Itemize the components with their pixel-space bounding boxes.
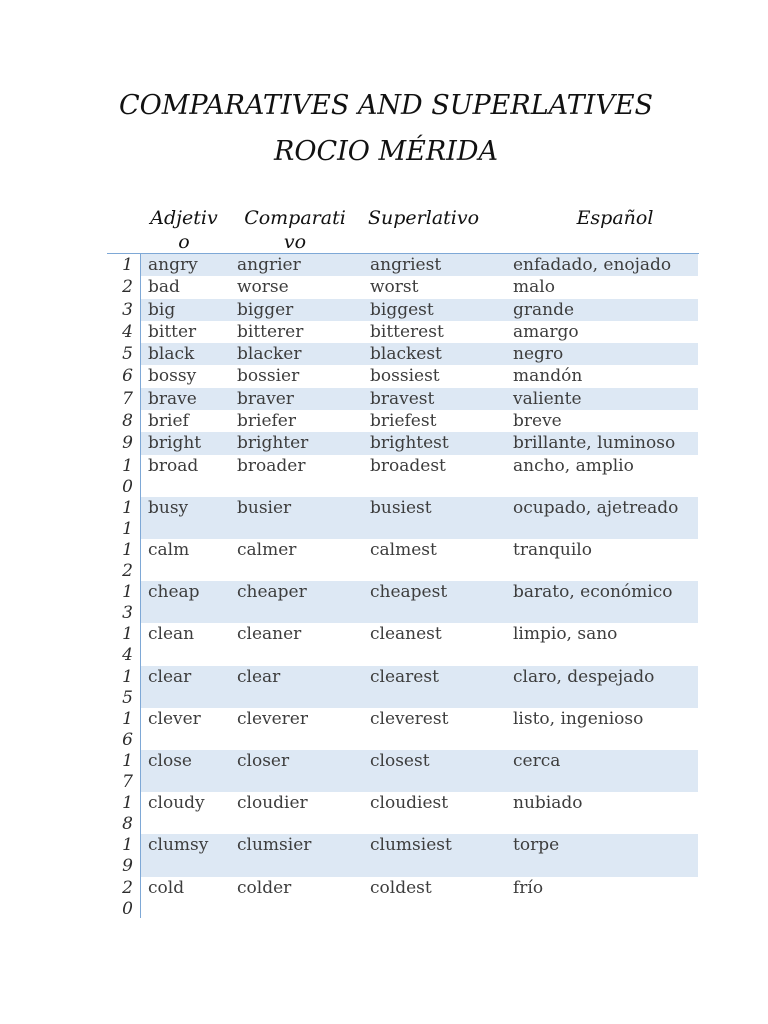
cell-espanol: claro, despejado <box>513 666 655 687</box>
cell-comparativo: briefer <box>237 411 296 432</box>
header-comparativo-line1: Comparati <box>244 207 346 229</box>
row-number: 16 <box>122 708 133 750</box>
table-row <box>0 792 768 834</box>
cell-adjetivo: cloudy <box>148 793 205 814</box>
row-number: 19 <box>122 835 133 877</box>
cell-comparativo: cloudier <box>237 793 308 814</box>
cell-espanol: enfadado, enojado <box>513 255 672 275</box>
row-number: 14 <box>122 624 133 666</box>
cell-superlativo: coldest <box>370 877 432 898</box>
table-row <box>0 666 768 708</box>
cell-adjetivo: close <box>148 750 192 771</box>
table-row <box>0 276 768 298</box>
cell-comparativo: worse <box>237 277 289 298</box>
cell-espanol: brillante, luminoso <box>513 433 676 454</box>
cell-superlativo: broadest <box>370 455 446 476</box>
cell-adjetivo: brave <box>148 388 197 409</box>
cell-comparativo: calmer <box>237 540 297 561</box>
row-number: 15 <box>122 666 133 708</box>
cell-espanol: valiente <box>513 388 582 409</box>
row-number: 6 <box>122 366 133 387</box>
cell-superlativo: clumsiest <box>370 835 452 856</box>
cell-superlativo: biggest <box>370 299 434 320</box>
row-number: 2 <box>122 277 133 298</box>
table-row <box>0 708 768 750</box>
row-number: 4 <box>122 321 133 342</box>
cell-superlativo: worst <box>370 277 419 298</box>
cell-comparativo: brighter <box>237 433 309 454</box>
row-number: 11 <box>122 497 133 539</box>
header-adjetivo-line2: o <box>178 231 190 253</box>
table-row <box>0 834 768 876</box>
row-number: 17 <box>122 750 133 792</box>
table-row <box>0 539 768 581</box>
cell-adjetivo: cold <box>148 877 185 898</box>
cell-espanol: barato, económico <box>513 582 673 603</box>
table-row <box>0 321 768 343</box>
cell-adjetivo: bright <box>148 433 202 454</box>
cell-comparativo: clear <box>237 666 281 687</box>
table-row <box>0 388 768 410</box>
row-number: 12 <box>122 540 133 582</box>
table-row <box>0 581 768 623</box>
document-author: ROCIO MÉRIDA <box>273 136 498 167</box>
header-espanol <box>510 206 720 230</box>
cell-comparativo: clumsier <box>237 835 312 856</box>
cell-superlativo: brightest <box>370 433 449 454</box>
row-number: 9 <box>122 433 133 454</box>
table-row <box>0 455 768 497</box>
cell-adjetivo: angry <box>148 255 198 275</box>
cell-adjetivo: cheap <box>148 582 200 603</box>
cell-superlativo: cleverest <box>370 708 449 729</box>
cell-adjetivo: brief <box>148 411 189 432</box>
cell-adjetivo: clear <box>148 666 192 687</box>
cell-espanol: ocupado, ajetreado <box>513 497 679 518</box>
row-number: 1 <box>122 255 133 275</box>
cell-superlativo: closest <box>370 750 430 771</box>
cell-superlativo: cloudiest <box>370 793 449 814</box>
cell-comparativo: braver <box>237 388 294 409</box>
cell-superlativo: cheapest <box>370 582 448 603</box>
cell-comparativo: broader <box>237 455 306 476</box>
cell-comparativo: colder <box>237 877 292 898</box>
cell-espanol: frío <box>513 877 544 898</box>
cell-espanol: listo, ingenioso <box>513 708 644 729</box>
cell-adjetivo: clumsy <box>148 835 209 856</box>
cell-adjetivo: black <box>148 344 195 365</box>
table-row <box>0 623 768 665</box>
cell-espanol: negro <box>513 344 564 365</box>
header-espanol-line1: Español <box>576 207 654 229</box>
cell-adjetivo: busy <box>148 497 189 518</box>
cell-superlativo: bossiest <box>370 366 440 387</box>
row-number: 3 <box>122 299 133 320</box>
table-row <box>0 343 768 365</box>
vocabulary-table <box>0 254 768 919</box>
cell-comparativo: bitterer <box>237 321 304 342</box>
header-comparativo <box>236 206 354 254</box>
cell-espanol: grande <box>513 299 575 320</box>
cell-superlativo: briefest <box>370 411 437 432</box>
table-row <box>0 299 768 321</box>
header-comparativo-line2: vo <box>283 231 307 253</box>
cell-espanol: amargo <box>513 321 579 342</box>
cell-comparativo: closer <box>237 750 290 771</box>
table-row <box>0 410 768 432</box>
cell-comparativo: cleaner <box>237 624 302 645</box>
row-number: 5 <box>122 344 133 365</box>
cell-espanol: ancho, amplio <box>513 455 634 476</box>
cell-superlativo: angriest <box>370 255 442 275</box>
table-row <box>0 497 768 539</box>
table-row <box>0 750 768 792</box>
cell-comparativo: cheaper <box>237 582 307 603</box>
row-number: 8 <box>122 411 133 432</box>
table-row <box>0 877 768 919</box>
row-band <box>141 276 698 298</box>
row-number: 18 <box>122 793 133 835</box>
cell-superlativo: calmest <box>370 540 437 561</box>
cell-comparativo: bossier <box>237 366 300 387</box>
cell-adjetivo: bossy <box>148 366 197 387</box>
cell-superlativo: busiest <box>370 497 432 518</box>
cell-comparativo: bigger <box>237 299 294 320</box>
table-row <box>0 365 768 387</box>
header-superlativo-line1: Superlativo <box>368 207 480 229</box>
row-number: 10 <box>122 455 133 497</box>
cell-comparativo: blacker <box>237 344 302 365</box>
cell-adjetivo: calm <box>148 540 190 561</box>
cell-espanol: limpio, sano <box>513 624 618 645</box>
cell-comparativo: angrier <box>237 255 301 275</box>
cell-adjetivo: big <box>148 299 176 320</box>
cell-espanol: breve <box>513 411 562 432</box>
cell-superlativo: clearest <box>370 666 439 687</box>
cell-superlativo: cleanest <box>370 624 442 645</box>
cell-comparativo: busier <box>237 497 292 518</box>
cell-espanol: tranquilo <box>513 540 592 561</box>
cell-comparativo: cleverer <box>237 708 308 729</box>
row-number: 7 <box>122 388 133 409</box>
cell-espanol: cerca <box>513 750 561 771</box>
cell-adjetivo: bad <box>148 277 180 298</box>
cell-superlativo: bitterest <box>370 321 444 342</box>
cell-espanol: malo <box>513 277 555 298</box>
document-title: COMPARATIVES AND SUPERLATIVES <box>118 90 654 121</box>
cell-adjetivo: clean <box>148 624 195 645</box>
cell-superlativo: bravest <box>370 388 435 409</box>
header-adjetivo-line1: Adjetiv <box>150 207 218 229</box>
cell-espanol: torpe <box>513 835 560 856</box>
cell-superlativo: blackest <box>370 344 442 365</box>
cell-adjetivo: broad <box>148 455 199 476</box>
cell-adjetivo: bitter <box>148 321 197 342</box>
row-number: 20 <box>122 877 133 919</box>
cell-adjetivo: clever <box>148 708 201 729</box>
table-row <box>0 254 768 276</box>
header-adjetivo <box>142 206 226 254</box>
table-row <box>0 432 768 454</box>
header-superlativo <box>368 206 500 230</box>
cell-espanol: nubiado <box>513 793 583 814</box>
cell-espanol: mandón <box>513 366 583 387</box>
row-number: 13 <box>122 582 133 624</box>
